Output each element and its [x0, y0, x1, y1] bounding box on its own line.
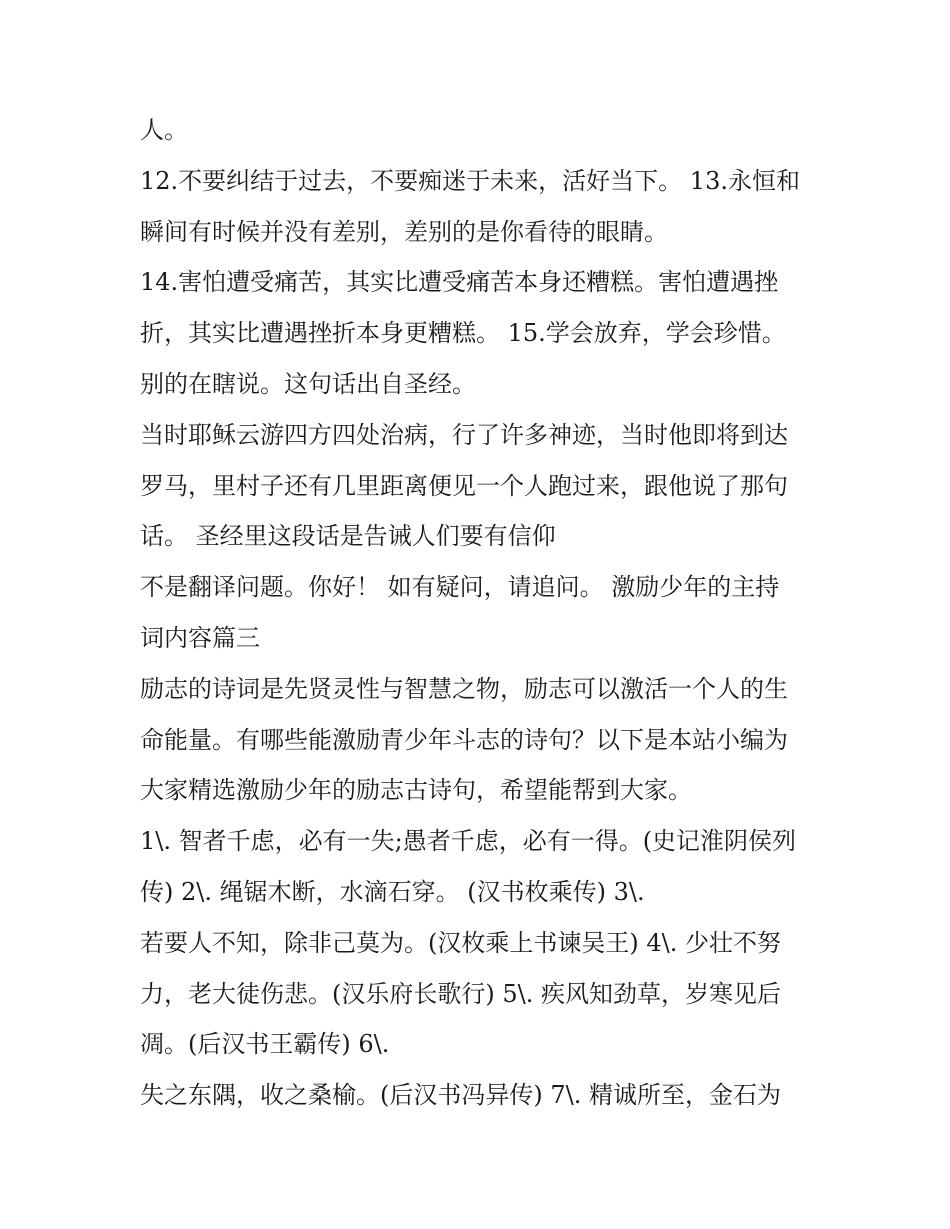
text-line: 12.不要纠结于过去，不要痴迷于未来，活好当下。 13.永恒和 — [140, 166, 800, 195]
text-line: 失之东隅，收之桑榆。(后汉书冯异传) 7\. 精诚所至，金石为 — [140, 1081, 781, 1110]
text-line: 不是翻译问题。你好！ 如有疑问，请追问。 激励少年的主持 — [140, 573, 780, 602]
text-line: 别的在瞎说。这句话出自圣经。 — [140, 369, 476, 398]
text-line: 1\. 智者千虑，必有一失;愚者千虑，必有一得。(史记淮阴侯列 — [140, 827, 797, 856]
text-line: 瞬间有时候并没有差别，差别的是你看待的眼睛。 — [140, 217, 668, 246]
text-line: 励志的诗词是先贤灵性与智慧之物，励志可以激活一个人的生 — [140, 674, 788, 703]
text-line: 若要人不知，除非己莫为。(汉枚乘上书谏吴王) 4\. 少壮不努 — [140, 928, 781, 957]
text-line: 14.害怕遭受痛苦，其实比遭受痛苦本身还糟糕。害怕遭遇挫 — [140, 268, 779, 297]
text-line: 力，老大徒伤悲。(汉乐府长歌行) 5\. 疾风知劲草，岁寒见后 — [140, 979, 781, 1008]
text-line: 凋。(后汉书王霸传) 6\. — [140, 1030, 390, 1059]
text-line: 命能量。有哪些能激励青少年斗志的诗句？以下是本站小编为 — [140, 725, 788, 754]
text-line: 传) 2\. 绳锯木断，水滴石穿。 (汉书枚乘传) 3\. — [140, 877, 645, 906]
text-line: 罗马，里村子还有几里距离便见一个人跑过来，跟他说了那句 — [140, 471, 788, 500]
text-line: 人。 — [140, 116, 188, 144]
text-line: 大家精选激励少年的励志古诗句，希望能帮到大家。 — [140, 776, 692, 805]
text-line: 折，其实比遭遇挫折本身更糟糕。 15.学会放弃，学会珍惜。 — [140, 319, 786, 348]
text-line: 当时耶稣云游四方四处治病，行了许多神迹，当时他即将到达 — [140, 420, 788, 449]
text-line: 话。 圣经里这段话是告诫人们要有信仰 — [140, 522, 556, 551]
text-line: 词内容篇三 — [140, 623, 260, 652]
body-text — [140, 105, 830, 1121]
